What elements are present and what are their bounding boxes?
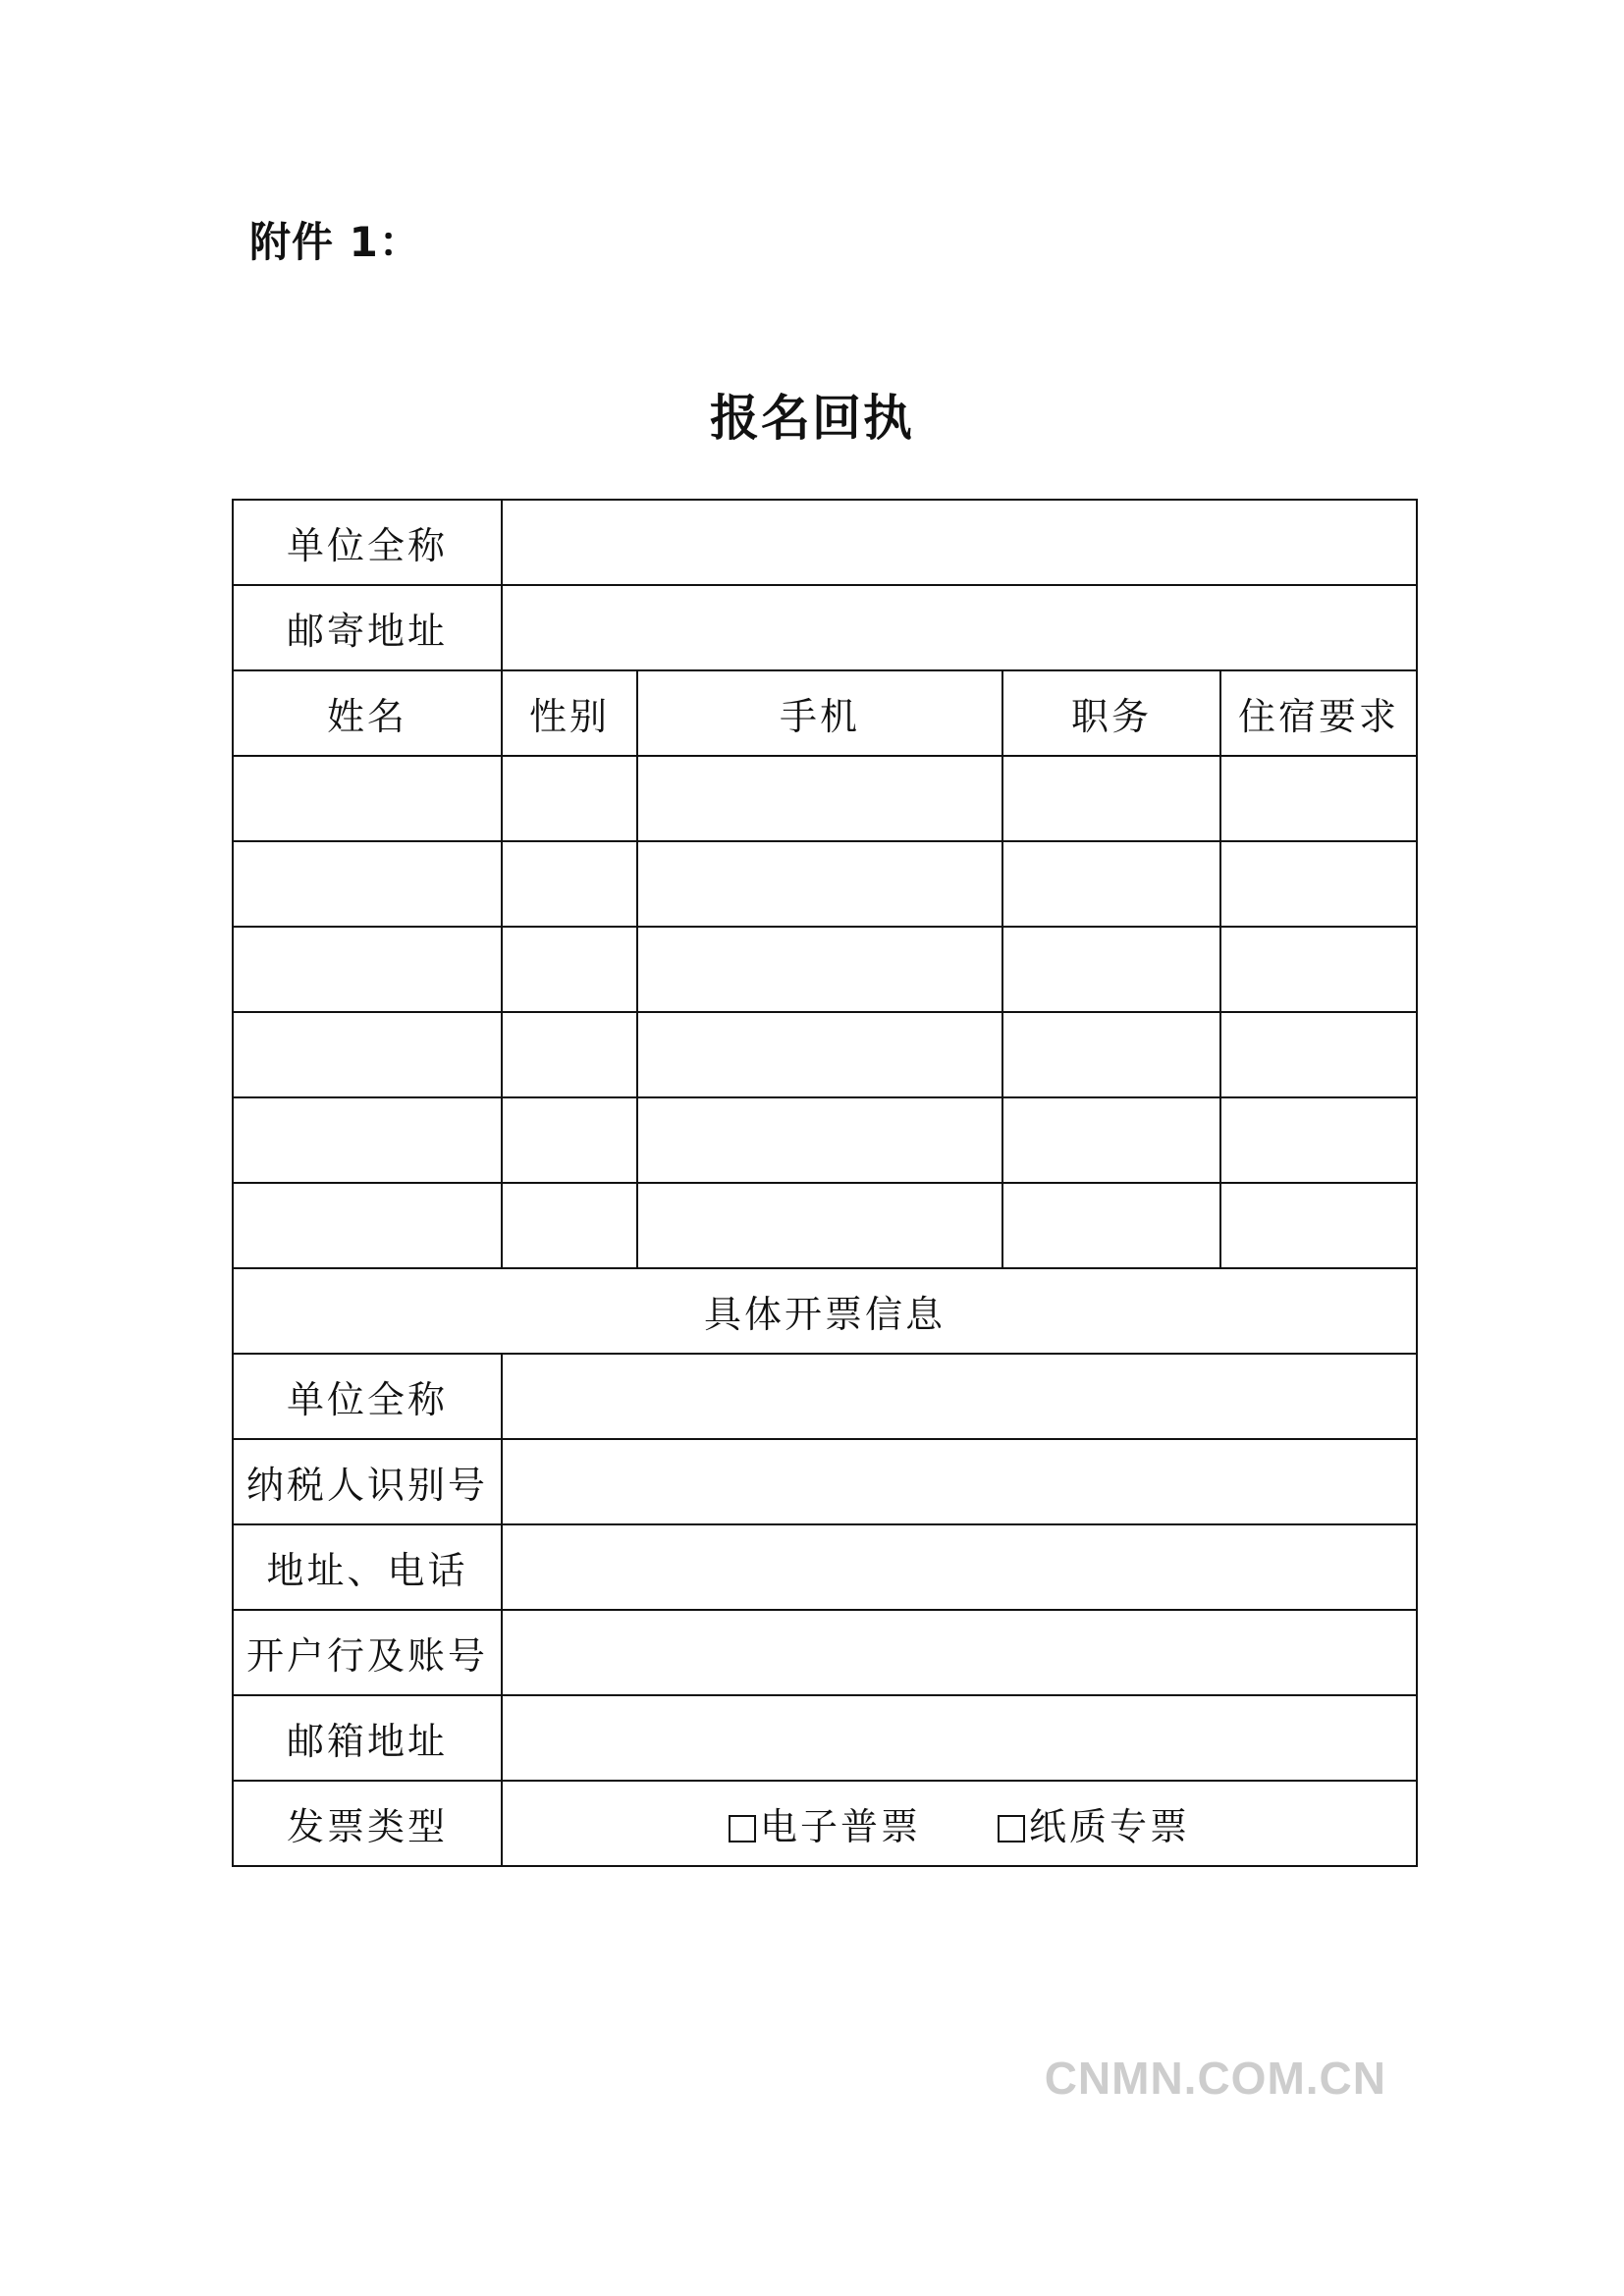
unit-name-label: 单位全称 [233,500,502,585]
attendee-gender-cell[interactable] [502,756,637,841]
unit-name-field[interactable] [502,500,1417,585]
invoice-section-title: 具体开票信息 [233,1268,1417,1354]
email-row [233,1695,1417,1781]
registration-form-table [232,499,1418,1867]
attendee-name-cell[interactable] [233,1097,502,1183]
bank-account-field[interactable] [502,1610,1417,1695]
attendee-row [233,1012,1417,1097]
column-header-gender: 性别 [502,670,637,756]
column-header-position: 职务 [1002,670,1220,756]
attendee-gender-cell[interactable] [502,927,637,1012]
address-phone-label: 地址、电话 [233,1524,502,1610]
mailing-address-row [233,585,1417,670]
column-header-mobile: 手机 [637,670,1002,756]
invoice-section-row [233,1268,1417,1354]
email-field[interactable] [502,1695,1417,1781]
taxpayer-id-row [233,1439,1417,1524]
attendee-name-cell[interactable] [233,1183,502,1268]
mailing-address-label: 邮寄地址 [233,585,502,670]
electronic-invoice-option[interactable] [729,1805,921,1848]
invoice-unit-name-field[interactable] [502,1354,1417,1439]
invoice-type-options [502,1781,1417,1866]
invoice-unit-name-row [233,1354,1417,1439]
attendee-gender-cell[interactable] [502,1097,637,1183]
invoice-type-row [233,1781,1417,1866]
attendee-row [233,927,1417,1012]
attendee-gender-cell[interactable] [502,841,637,927]
attendee-mobile-cell[interactable] [637,756,1002,841]
invoice-unit-name-label: 单位全称 [233,1354,502,1439]
bank-account-label: 开户行及账号 [233,1610,502,1695]
attendee-name-cell[interactable] [233,1012,502,1097]
attendee-row [233,1183,1417,1268]
attendee-gender-cell[interactable] [502,1012,637,1097]
attendee-name-cell[interactable] [233,841,502,927]
column-header-name: 姓名 [233,670,502,756]
attendee-header-row [233,670,1417,756]
column-header-accommodation: 住宿要求 [1220,670,1417,756]
electronic-invoice-label: 电子普票 [760,1805,922,1848]
attendee-accommodation-cell[interactable] [1220,927,1417,1012]
attendee-accommodation-cell[interactable] [1220,1183,1417,1268]
attendee-row [233,1097,1417,1183]
attendee-position-cell[interactable] [1002,1097,1220,1183]
attendee-name-cell[interactable] [233,927,502,1012]
paper-invoice-label: 纸质专票 [1029,1805,1191,1848]
attendee-mobile-cell[interactable] [637,841,1002,927]
page-title: 报名回执 [710,390,914,447]
address-phone-field[interactable] [502,1524,1417,1610]
email-label: 邮箱地址 [233,1695,502,1781]
mailing-address-field[interactable] [502,585,1417,670]
attendee-row [233,756,1417,841]
electronic-invoice-checkbox[interactable] [729,1815,756,1842]
attachment-label: 附件 1： [249,218,421,266]
paper-invoice-checkbox[interactable] [998,1815,1025,1842]
attendee-row [233,841,1417,927]
site-watermark: CNMN.COM.CN [1044,2053,1386,2104]
attendee-position-cell[interactable] [1002,756,1220,841]
attendee-mobile-cell[interactable] [637,1183,1002,1268]
attendee-position-cell[interactable] [1002,841,1220,927]
attendee-name-cell[interactable] [233,756,502,841]
attendee-position-cell[interactable] [1002,1012,1220,1097]
attendee-accommodation-cell[interactable] [1220,756,1417,841]
invoice-type-label: 发票类型 [233,1781,502,1866]
attendee-mobile-cell[interactable] [637,927,1002,1012]
attendee-accommodation-cell[interactable] [1220,1012,1417,1097]
paper-invoice-option[interactable] [998,1805,1190,1848]
attendee-gender-cell[interactable] [502,1183,637,1268]
attendee-mobile-cell[interactable] [637,1097,1002,1183]
attendee-accommodation-cell[interactable] [1220,841,1417,927]
attendee-mobile-cell[interactable] [637,1012,1002,1097]
attendee-position-cell[interactable] [1002,1183,1220,1268]
bank-account-row [233,1610,1417,1695]
attendee-position-cell[interactable] [1002,927,1220,1012]
unit-name-row [233,500,1417,585]
address-phone-row [233,1524,1417,1610]
taxpayer-id-field[interactable] [502,1439,1417,1524]
taxpayer-id-label: 纳税人识别号 [233,1439,502,1524]
attendee-accommodation-cell[interactable] [1220,1097,1417,1183]
